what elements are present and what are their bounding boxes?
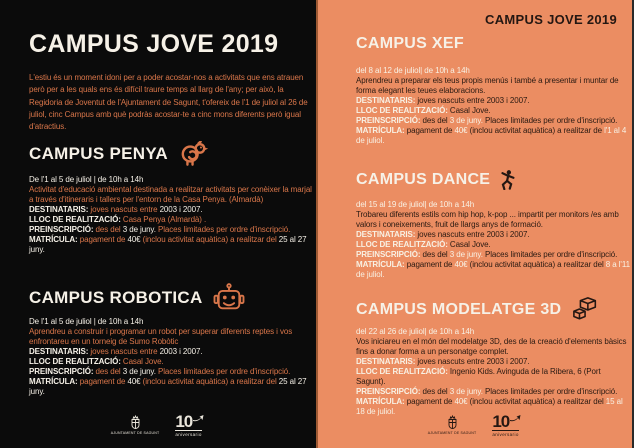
destinataris-line	[29, 347, 317, 357]
lloc-value: Casal Jove.	[449, 106, 491, 115]
matricula-price: 40€	[127, 235, 141, 244]
section-description: Activitat d'educació ambiental destinada a realitzar activitats per conèixer la marjal a través d'itineraris i tallers per l'entorn de la Casa Penya. (Almardà)	[29, 185, 312, 204]
matricula-price: 40€	[454, 126, 468, 135]
preinscripcio-date: 3 de juny.	[122, 225, 156, 234]
ajuntament-sagunt-logo	[111, 414, 160, 435]
preinscripcio-pre: des del	[95, 367, 121, 376]
matricula-mid: (inclou activitat aquàtica) a realitzar del	[469, 260, 604, 269]
crest-icon	[447, 414, 458, 430]
swoosh-icon	[510, 414, 522, 423]
section-title-campus-penya	[29, 141, 208, 166]
section-title-text: CAMPUS ROBOTICA	[29, 287, 203, 307]
preinscripcio-line	[356, 116, 630, 126]
matricula-mid: (inclou activitat aquàtica) a realitzar de	[469, 126, 602, 135]
matricula-pre: pagament de	[406, 397, 453, 406]
preinscripcio-line	[29, 225, 317, 235]
section-title-campus-modelatge-3d	[356, 296, 601, 323]
anniversary-number: 10	[492, 412, 510, 431]
destinataris-label: DESTINATARIS:	[356, 96, 416, 105]
section-description: Aprendreu a construir i programar un robot per superar diferents reptes i vos enfrontareu en un torneig de Sumo Robòtic	[29, 327, 293, 346]
section-details-campus-penya	[29, 175, 317, 255]
matricula-line	[356, 126, 630, 146]
preinscripcio-label: PREINSCRIPCIÓ:	[29, 225, 94, 234]
matricula-date: 25 al 27 juny.	[29, 235, 307, 254]
matricula-mid: (inclou activitat aquàtica) a realitzar del	[469, 397, 604, 406]
anniversary-number-row	[492, 414, 522, 429]
header-title: CAMPUS JOVE 2019	[485, 12, 617, 27]
destinataris-value: joves nascuts entre	[90, 347, 158, 356]
matricula-pre: pagament de	[406, 126, 453, 135]
section-title-text: CAMPUS PENYA	[29, 143, 169, 163]
section-details-campus-modelatge-3d	[356, 327, 630, 417]
matricula-line	[29, 235, 317, 255]
lloc-line	[356, 240, 630, 250]
matricula-price: 40€	[454, 260, 468, 269]
matricula-date: 8 a l'11 de juliol.	[356, 260, 630, 279]
section-title-text: CAMPUS MODELATGE 3D	[356, 300, 562, 318]
lloc-label: LLOC DE REALITZACIÓ:	[356, 367, 448, 376]
matricula-pre: pagament de	[79, 377, 126, 386]
lloc-label: LLOC DE REALITZACIÓ:	[356, 240, 448, 249]
lloc-line	[29, 357, 317, 367]
preinscripcio-label: PREINSCRIPCIÓ:	[356, 116, 421, 125]
crest-label: AJUNTAMENT DE SAGUNT	[427, 431, 477, 435]
matricula-date: l'1 al 4 de juliol.	[356, 126, 627, 145]
preinscripcio-line	[356, 250, 630, 260]
crest-icon	[130, 414, 141, 430]
preinscripcio-post: Places limitades per ordre d'inscripció.	[484, 116, 618, 125]
destinataris-value: joves nascuts entre 2003 i 2007.	[417, 96, 530, 105]
intro-paragraph: L'estiu és un moment idoni per a poder acostar-nos a activitats que ens atrauen però per a les quals ens és difícil traure temps al llarg de l'any; per això, la Regidoria de Joventut de l'Ajuntament de Sagunt, t'ofereix de l'1 de juliol al 26 de juliol, cinc Campus amb què podràs acostar-te a cinc mons diferents però igual d'atractius.	[29, 73, 308, 132]
matricula-line	[29, 377, 317, 397]
section-title-campus-xef	[356, 35, 464, 53]
preinscripcio-date: 3 de juny.	[449, 387, 483, 396]
anniversary-number-row	[175, 414, 205, 429]
preinscripcio-post: Places limitades per ordre d'inscripció.	[157, 225, 291, 234]
destinataris-dates: 2003 i 2007.	[159, 205, 203, 214]
lloc-label: LLOC DE REALITZACIÓ:	[356, 106, 448, 115]
preinscripcio-date: 3 de juny.	[122, 367, 156, 376]
ajuntament-sagunt-logo	[428, 414, 477, 435]
preinscripcio-line	[29, 367, 317, 377]
lloc-line	[356, 367, 630, 387]
destinataris-value: joves nascuts entre 2003 i 2007.	[417, 230, 530, 239]
page-title: CAMPUS JOVE 2019	[29, 30, 279, 58]
crest-label: AJUNTAMENT DE SAGUNT	[110, 431, 160, 435]
preinscripcio-pre: des del	[95, 225, 121, 234]
lloc-label: LLOC DE REALITZACIÓ:	[29, 215, 121, 224]
destinataris-label: DESTINATARIS:	[29, 347, 89, 356]
destinataris-value: joves nascuts entre	[90, 205, 158, 214]
bird-icon	[178, 141, 208, 166]
preinscripcio-date: 3 de juny.	[449, 250, 483, 259]
destinataris-label: DESTINATARIS:	[356, 357, 416, 366]
destinataris-value: joves nascuts entre 2003 i 2007.	[417, 357, 530, 366]
section-description: Aprendreu a preparar els teus propis menús i també a presentar i muntar de forma elegant les teues elaboracions.	[356, 76, 619, 95]
preinscripcio-label: PREINSCRIPCIÓ:	[29, 367, 94, 376]
anniversary-logo	[492, 414, 522, 437]
section-title-campus-robotica	[29, 283, 245, 312]
section-details-campus-xef	[356, 66, 630, 146]
anniversary-label: aniversario	[175, 431, 202, 437]
cubes-3d-icon	[571, 296, 601, 323]
lloc-value: Ingenio Kids. Avinguda de la Ribera, 6 (Port Sagunt).	[356, 367, 601, 386]
matricula-price: 40€	[454, 397, 468, 406]
lloc-label: LLOC DE REALITZACIÓ:	[29, 357, 121, 366]
section-title-text: CAMPUS XEF	[356, 35, 464, 52]
matricula-price: 40€	[127, 377, 141, 386]
matricula-label: MATRÍCULA:	[356, 126, 405, 135]
lloc-line	[356, 106, 630, 116]
preinscripcio-post: Places limitades per ordre d'inscripció.	[157, 367, 291, 376]
destinataris-label: DESTINATARIS:	[29, 205, 89, 214]
preinscripcio-date: 3 de juny.	[449, 116, 483, 125]
preinscripcio-label: PREINSCRIPCIÓ:	[356, 250, 421, 259]
destinataris-line	[29, 205, 317, 215]
lloc-line	[29, 215, 317, 225]
section-title-campus-dance	[356, 170, 515, 190]
destinataris-line	[356, 230, 630, 240]
section-description: Trobareu diferents estils com hip hop, k-pop ... impartit per monitors /es amb valors i coneixements, fruit de llargs anys de formació.	[356, 210, 619, 229]
section-details-campus-dance	[356, 200, 630, 280]
matricula-pre: pagament de	[79, 235, 126, 244]
section-date: del 22 al 26 de juliol| de 10h a 14h	[356, 327, 475, 336]
destinataris-line	[356, 96, 630, 106]
right-panel	[318, 0, 632, 448]
matricula-label: MATRÍCULA:	[356, 397, 405, 406]
preinscripcio-pre: des del	[422, 387, 448, 396]
destinataris-label: DESTINATARIS:	[356, 230, 416, 239]
matricula-label: MATRÍCULA:	[29, 235, 78, 244]
preinscripcio-line	[356, 387, 630, 397]
footer-logos-left	[0, 414, 316, 437]
preinscripcio-post: Places limitades per ordre d'inscripció.	[484, 250, 618, 259]
matricula-label: MATRÍCULA:	[29, 377, 78, 386]
section-date: De l'1 al 5 de juliol | de 10h a 14h	[29, 317, 144, 326]
preinscripcio-pre: des del	[422, 250, 448, 259]
matricula-date: 25 al 27 juny.	[29, 377, 307, 396]
matricula-date: 15 al 18 de juliol.	[356, 397, 623, 416]
preinscripcio-post: Places limitades per ordre d'inscripció.	[484, 387, 618, 396]
anniversary-number: 10	[175, 412, 193, 431]
robot-icon	[213, 283, 245, 312]
section-title-text: CAMPUS DANCE	[356, 171, 491, 188]
lloc-value: Casa Penya (Almardà) .	[122, 215, 207, 224]
section-date: De l'1 al 5 de juliol | de 10h a 14h	[29, 175, 144, 184]
anniversary-logo	[175, 414, 205, 437]
footer-logos-right	[318, 414, 632, 437]
dancer-icon	[500, 170, 515, 190]
section-description: Vos iniciareu en el món del modelatge 3D, des de la creació d'elements bàsics fins a donar forma a un personatge complet.	[356, 337, 627, 356]
preinscripcio-label: PREINSCRIPCIÓ:	[356, 387, 421, 396]
matricula-label: MATRÍCULA:	[356, 260, 405, 269]
lloc-value: Casal Jove.	[449, 240, 491, 249]
section-details-campus-robotica	[29, 317, 317, 397]
matricula-pre: pagament de	[406, 260, 453, 269]
destinataris-dates: 2003 i 2007.	[159, 347, 203, 356]
matricula-mid: (inclou activitat aquàtica) a realitzar del	[142, 377, 277, 386]
matricula-mid: (inclou activitat aquàtica) a realitzar del	[142, 235, 277, 244]
lloc-value: Casal Jove.	[122, 357, 164, 366]
preinscripcio-pre: des del	[422, 116, 448, 125]
matricula-line	[356, 260, 630, 280]
section-date: del 15 al 19 de juliol| de 10h a 14h	[356, 200, 475, 209]
anniversary-label: aniversario	[492, 431, 519, 437]
destinataris-line	[356, 357, 630, 367]
section-date: del 8 al 12 de juliol| de 10h a 14h	[356, 66, 470, 75]
swoosh-icon	[193, 414, 205, 423]
